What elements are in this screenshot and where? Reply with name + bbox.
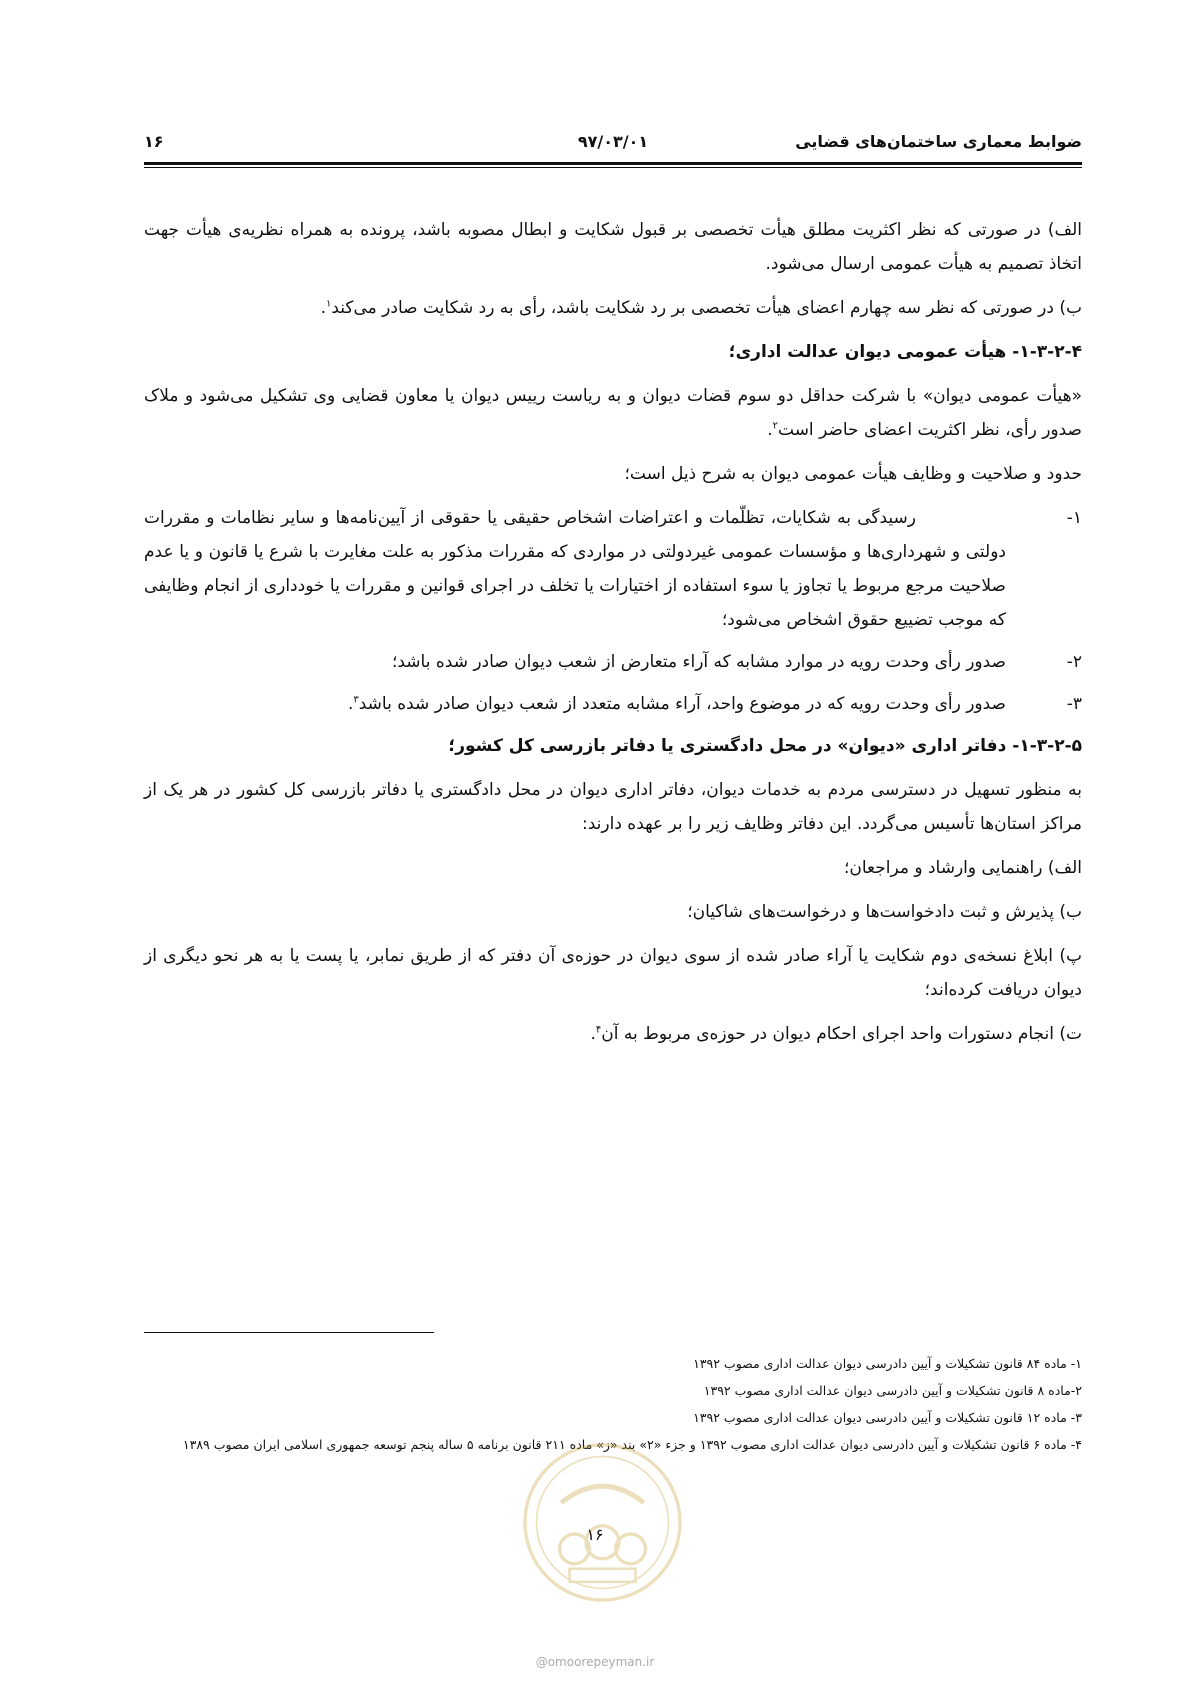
list-item-number: ۱-	[1066, 508, 1082, 528]
header-title: ضوابط معماری ساختمان‌های قضایی	[795, 132, 1082, 151]
list-item-text: رسیدگی به شکایات، تظلّمات و اعتراضات اشخاص حقیقی یا حقوقی از آیین‌نامه‌ها و سایر نظامات و مقررات دولتی و شهرداری‌ها و مؤسسات عمومی غیردولتی در مواردی که مقررات مذکور به علت مغایرت با شرع یا قانون و یا عدم صلاحیت مرجع مربوط یا تجاوز یا سوء استفاده از اختیارات یا تخلف در اجرای قوانین و مقررات یا خودداری از انجام وظایفی که موجب تضییع حقوق اشخاص می‌شود؛	[144, 508, 1006, 630]
footnote-ref-3: ۳	[353, 694, 359, 706]
paragraph-offices: به منظور تسهیل در دسترسی مردم به خدمات دیوان، دفاتر اداری دیوان در محل دادگستری یا دفاتر بازرسی کل کشور در هر یک از مراکز استان‌ها تأسیس می‌گردد. این دفاتر وظایف زیر را بر عهده دارند:	[144, 780, 1082, 834]
page-folio: ۱۶	[586, 1525, 604, 1544]
footnote-ref-1: ۱	[325, 298, 332, 310]
running-header	[144, 128, 1082, 158]
header-rule-thin	[144, 167, 1082, 168]
footnote: ۲-ماده ۸ قانون تشکیلات و آیین دادرسی دیوان عدالت اداری مصوب ۱۳۹۲	[703, 1383, 1082, 1398]
paragraph-alef: الف) در صورتی که نظر اکثریت مطلق هیأت تخصصی بر قبول شکایت و ابطال مصوبه باشد، پرونده به همراه نظریه‌ی هیأت جهت اتخاذ تصمیم به هیأت عمومی ارسال می‌شود.	[144, 220, 1082, 274]
paragraph-be-text: ب) در صورتی که نظر سه چهارم اعضای هیأت تخصصی بر رد شکایت باشد، رأی به رد شکایت صادر می‌کند	[331, 298, 1082, 318]
paragraph-scope: حدود و صلاحیت و وظایف هیأت عمومی دیوان به شرح ذیل است؛	[624, 464, 1082, 484]
footnote: ۳- ماده ۱۲ قانون تشکیلات و آیین دادرسی دیوان عدالت اداری مصوب ۱۳۹۲	[693, 1410, 1082, 1425]
header-rule-thick	[144, 162, 1082, 165]
paragraph-be: ب) در صورتی که نظر سه چهارم اعضای هیأت تخصصی بر رد شکایت باشد، رأی به رد شکایت صادر می‌کند$^۱$.	[320, 298, 1082, 318]
list-item	[144, 687, 1082, 721]
section-heading-5: ۱-۳-۲-۵- دفاتر اداری «دیوان» در محل دادگستری یا دفاتر بازرسی کل کشور؛	[448, 736, 1082, 756]
footnote-separator	[144, 1332, 434, 1333]
list-item	[144, 645, 1082, 679]
body-text	[144, 213, 1082, 1061]
list-item-number: ۳-	[1066, 694, 1082, 714]
paragraph-general-board: «هیأت عمومی دیوان» با شرکت حداقل دو سوم قضات دیوان و به ریاست رییس دیوان یا معاون قضایی وی تشکیل می‌شود و ملاک صدور رأی، نظر اکثریت اعضای حاضر است$^۲$.	[144, 386, 1082, 440]
duty-item: ب) پذیرش و ثبت دادخواست‌ها و درخواست‌های شاکیان؛	[687, 902, 1082, 922]
duty-item-last-text: ت) انجام دستورات واحد اجرای احکام دیوان در حوزه‌ی مربوط به آن	[601, 1024, 1082, 1044]
list-item-text: صدور رأی وحدت رویه در موارد مشابه که آراء متعارض از شعب دیوان صادر شده باشد؛	[391, 652, 1006, 672]
duty-item: ت) انجام دستورات واحد اجرای احکام دیوان در حوزه‌ی مربوط به آن$^۴$.	[590, 1024, 1082, 1044]
list-item-number: ۲-	[1066, 652, 1082, 672]
duty-item: الف) راهنمایی وارشاد و مراجعان؛	[843, 858, 1082, 878]
footnote-ref-2: ۲	[772, 420, 778, 432]
footnote-ref-4: ۴	[595, 1024, 602, 1036]
publisher-seal-logo	[520, 1440, 685, 1605]
watermark-url: @omoorepeyman.ir	[535, 1655, 655, 1669]
list-item	[144, 501, 1082, 637]
footnote: ۱- ماده ۸۴ قانون تشکیلات و آیین دادرسی دیوان عدالت اداری مصوب ۱۳۹۲	[693, 1356, 1082, 1371]
header-page-number: ۱۶	[144, 132, 164, 151]
list-item-3-text: صدور رأی وحدت رویه که در موضوع واحد، آراء مشابه متعدد از شعب دیوان صادر شده باشد	[358, 694, 1006, 714]
paragraph-general-board-text: «هیأت عمومی دیوان» با شرکت حداقل دو سوم قضات دیوان و به ریاست رییس دیوان یا معاون قضایی وی تشکیل می‌شود و ملاک صدور رأی، نظر اکثریت اعضای حاضر است	[144, 386, 1082, 440]
duty-item: پ) ابلاغ نسخه‌ی دوم شکایت یا آراء صادر شده از سوی دیوان در حوزه‌ی آن دفتر که از طریق نمابر، یا پست یا به هر نحو دیگری از دیوان دریافت کرده‌اند؛	[144, 946, 1082, 1000]
list-item-text: صدور رأی وحدت رویه که در موضوع واحد، آراء مشابه متعدد از شعب دیوان صادر شده باشد$^۳$.	[347, 694, 1006, 714]
footnote: ۴- ماده ۶ قانون تشکیلات و آیین دادرسی دیوان عدالت اداری مصوب ۱۳۹۲ و جزء «۲» بند «ز» ماده ۲۱۱ قانون برنامه ۵ ساله پنجم توسعه جمهوری اسلامی ایران مصوب ۱۳۸۹	[182, 1437, 1082, 1452]
header-date: ۹۷/۰۳/۰۱	[577, 132, 649, 151]
section-heading-4: ۱-۳-۲-۴- هیأت عمومی دیوان عدالت اداری؛	[728, 342, 1082, 362]
